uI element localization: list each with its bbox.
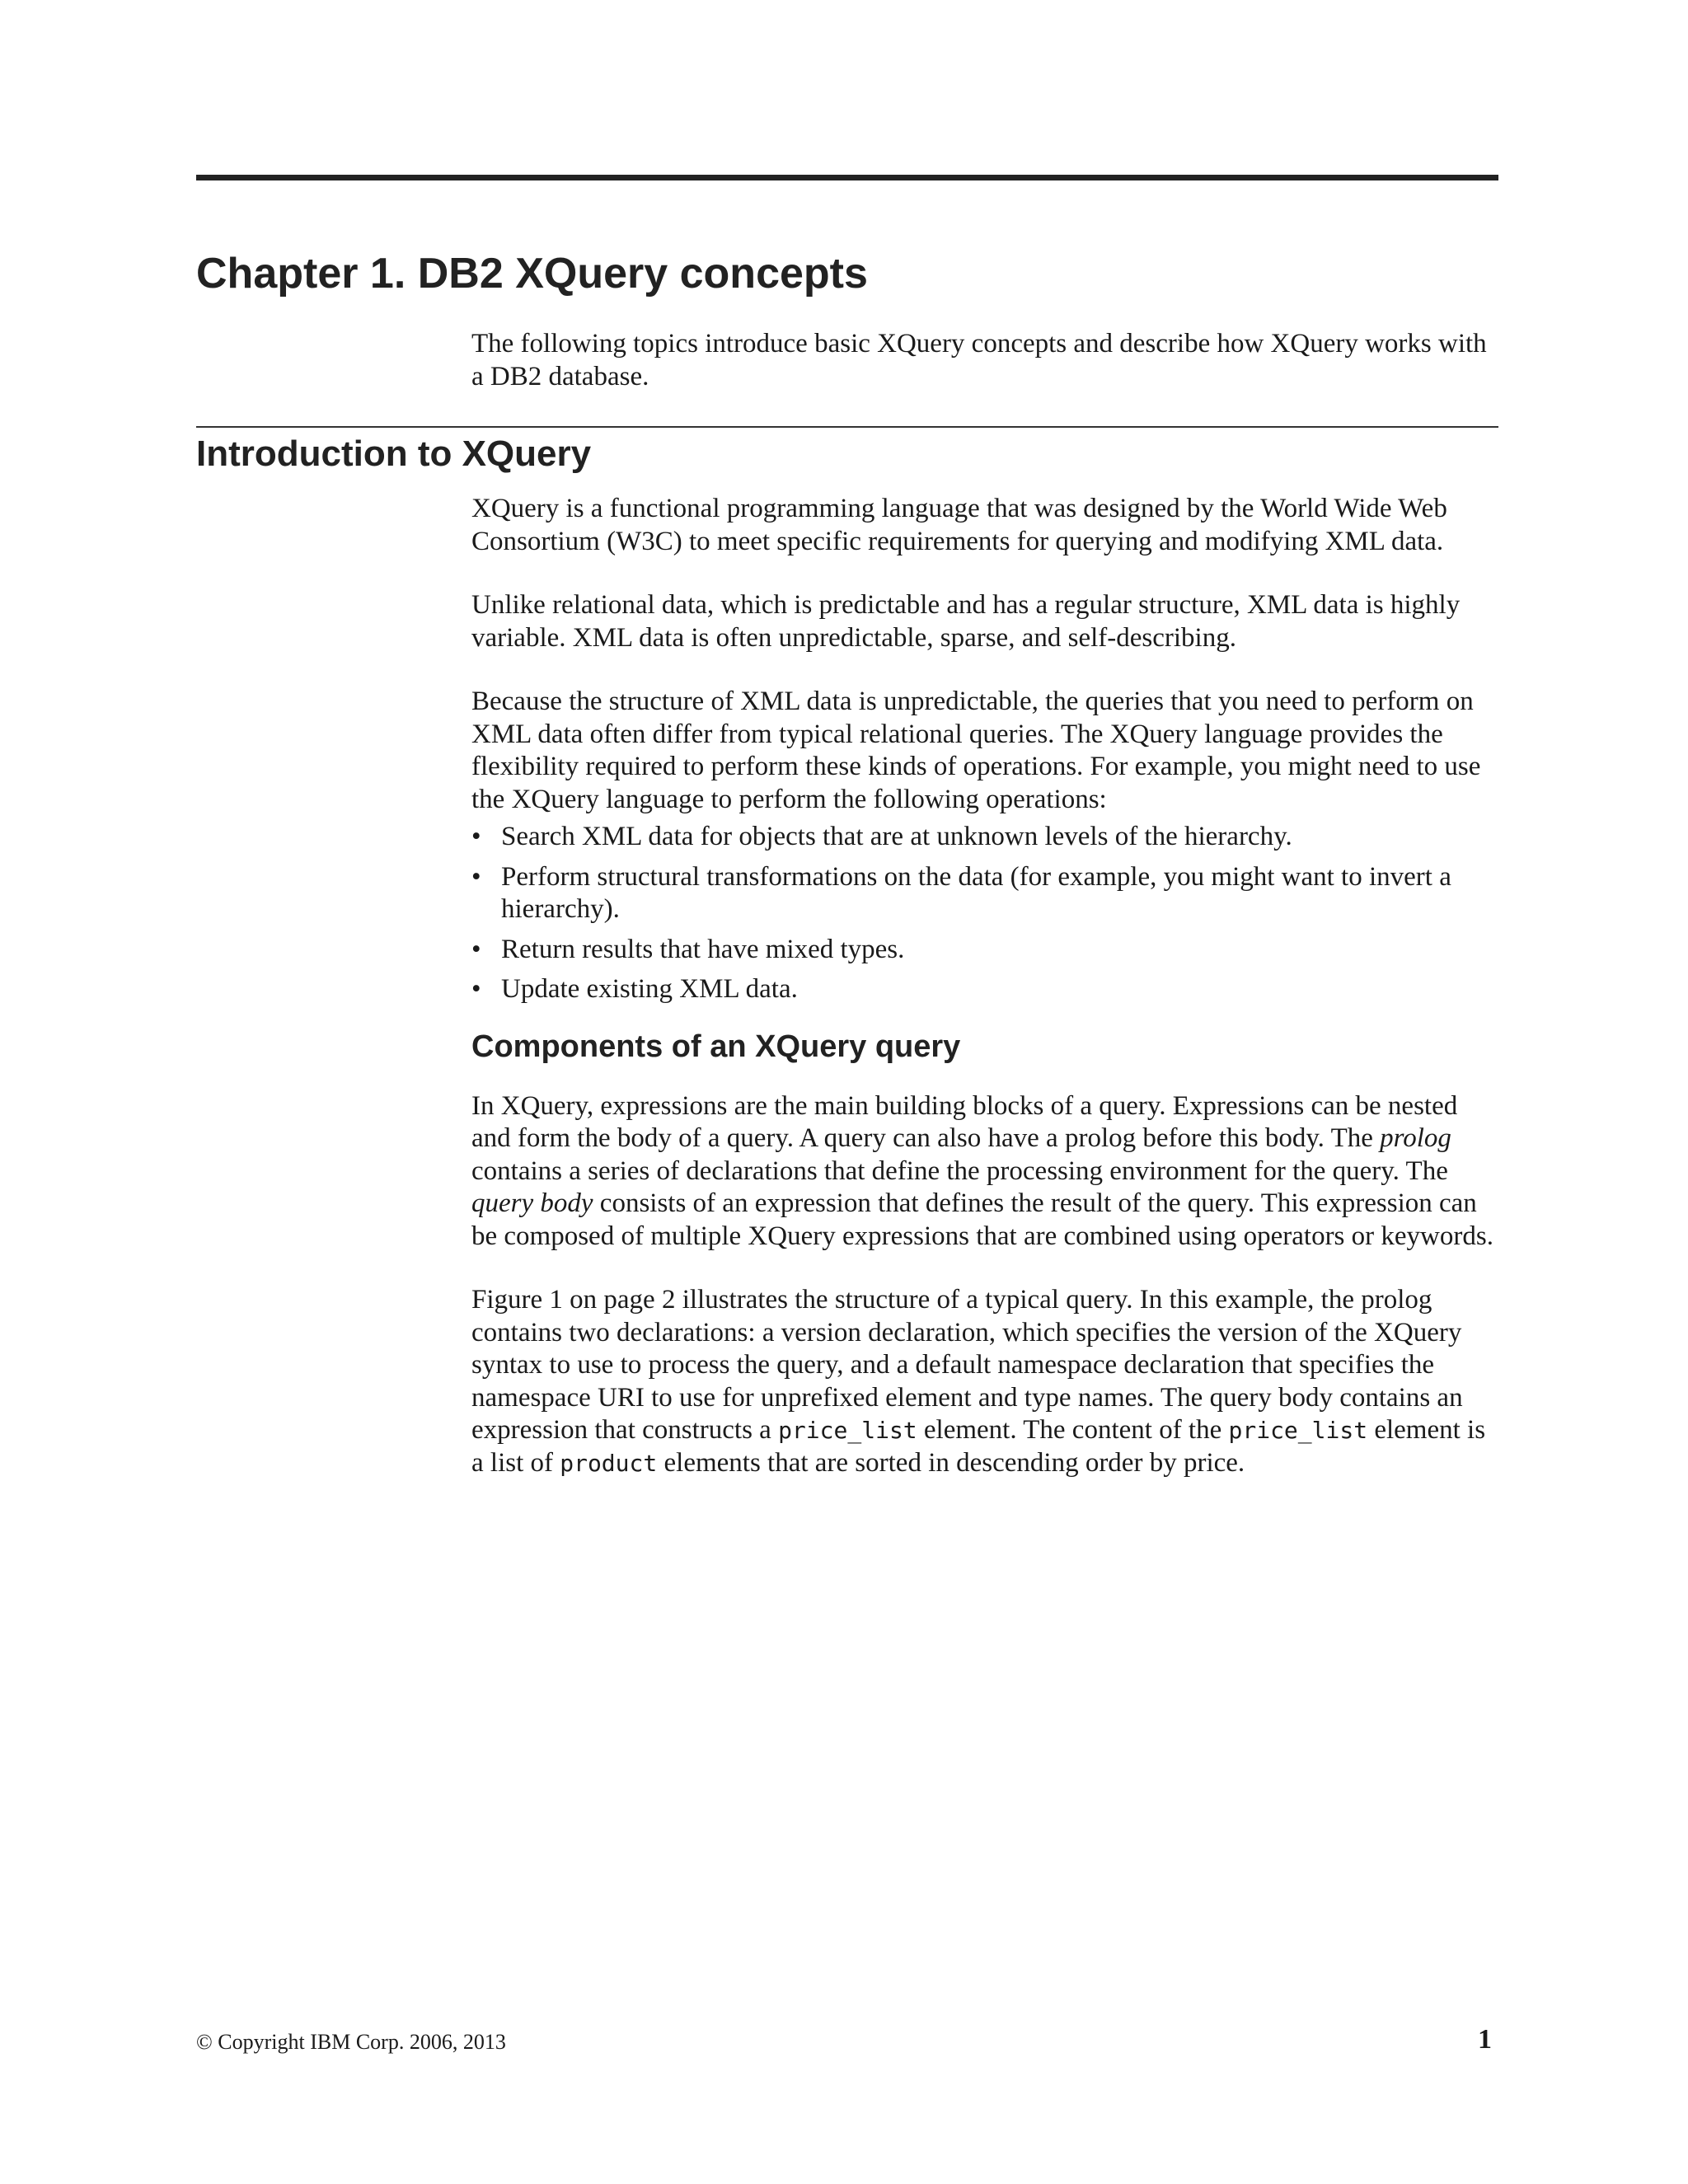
section-rule: [196, 426, 1498, 428]
subsection-title: Components of an XQuery query: [471, 1029, 961, 1064]
bullet-icon: •: [471, 974, 481, 1004]
section-paragraph: Unlike relational data, which is predictable and has a regular structure, XML data is highly variable. XML data is often unpredictable, sparse, and self-describing.: [471, 590, 1461, 653]
text-run: element is a list of: [471, 1415, 1486, 1478]
section-title: Introduction to XQuery: [196, 434, 592, 474]
term-prolog: prolog: [1380, 1123, 1451, 1153]
text-run: Figure 1 on page 2 illustrates the structure of a typical query. In this example, the prolog contains two declarations: a version declaration, which specifies the version of the XQuery syntax to use to process the query, and a default namespace declaration that specifies the namespace URI to use for unprefixed element and type names. The query body contains an expression that constructs a: [471, 1285, 1463, 1445]
chapter-intro-text: The following topics introduce basic XQuery concepts and describe how XQuery works with a DB2 database.: [471, 329, 1487, 391]
bullet-icon: •: [471, 934, 481, 964]
text-run: contains a series of declarations that define the processing environment for the query. The: [471, 1155, 1448, 1186]
list-item-text: Return results that have mixed types.: [501, 934, 905, 964]
chapter-title: Chapter 1. DB2 XQuery concepts: [196, 250, 868, 298]
chapter-intro: [471, 328, 1500, 393]
section-body: [471, 493, 1500, 1479]
text-run: elements that are sorted in descending order by price.: [657, 1447, 1245, 1478]
list-item: [471, 821, 1500, 854]
operations-list: [471, 821, 1500, 1006]
text-run: element. The content of the: [917, 1415, 1229, 1445]
list-item-text: Update existing XML data.: [501, 974, 798, 1004]
footer-copyright: © Copyright IBM Corp. 2006, 2013: [196, 2030, 506, 2054]
code-price-list: price_list: [1228, 1417, 1368, 1444]
section-paragraph: Because the structure of XML data is unpredictable, the queries that you need to perform on XML data often differ from typical relational queries. The XQuery language provides the flexibility required to perform these kinds of operations. For example, you might need to use the XQuery language to perform the following operations:: [471, 687, 1481, 814]
chapter-top-rule: [196, 175, 1498, 180]
page-number: 1: [1478, 2024, 1492, 2055]
subsection-paragraph: [471, 1284, 1500, 1479]
bullet-icon: •: [471, 861, 481, 892]
list-item-text: Perform structural transformations on the data (for example, you might want to invert a hierarchy).: [501, 861, 1451, 924]
text-run: consists of an expression that defines the result of the query. This expression can be composed of multiple XQuery expressions that are combined using operators or keywords.: [471, 1188, 1493, 1251]
code-product: product: [560, 1449, 658, 1477]
term-query-body: query body: [471, 1188, 593, 1218]
list-item: [471, 973, 1500, 1006]
section-paragraph: XQuery is a functional programming language that was designed by the World Wide Web Consortium (W3C) to meet specific requirements for querying and modifying XML data.: [471, 494, 1447, 556]
bullet-icon: •: [471, 822, 481, 851]
list-item: [471, 861, 1500, 926]
list-item-text: Search XML data for objects that are at unknown levels of the hierarchy.: [501, 822, 1292, 851]
code-price-list: price_list: [778, 1417, 917, 1444]
text-run: In XQuery, expressions are the main building blocks of a query. Expressions can be nested and form the body of a query. A query can also have a prolog before this body. The: [471, 1090, 1458, 1153]
list-item: [471, 934, 1500, 967]
subsection-paragraph: [471, 1090, 1500, 1254]
